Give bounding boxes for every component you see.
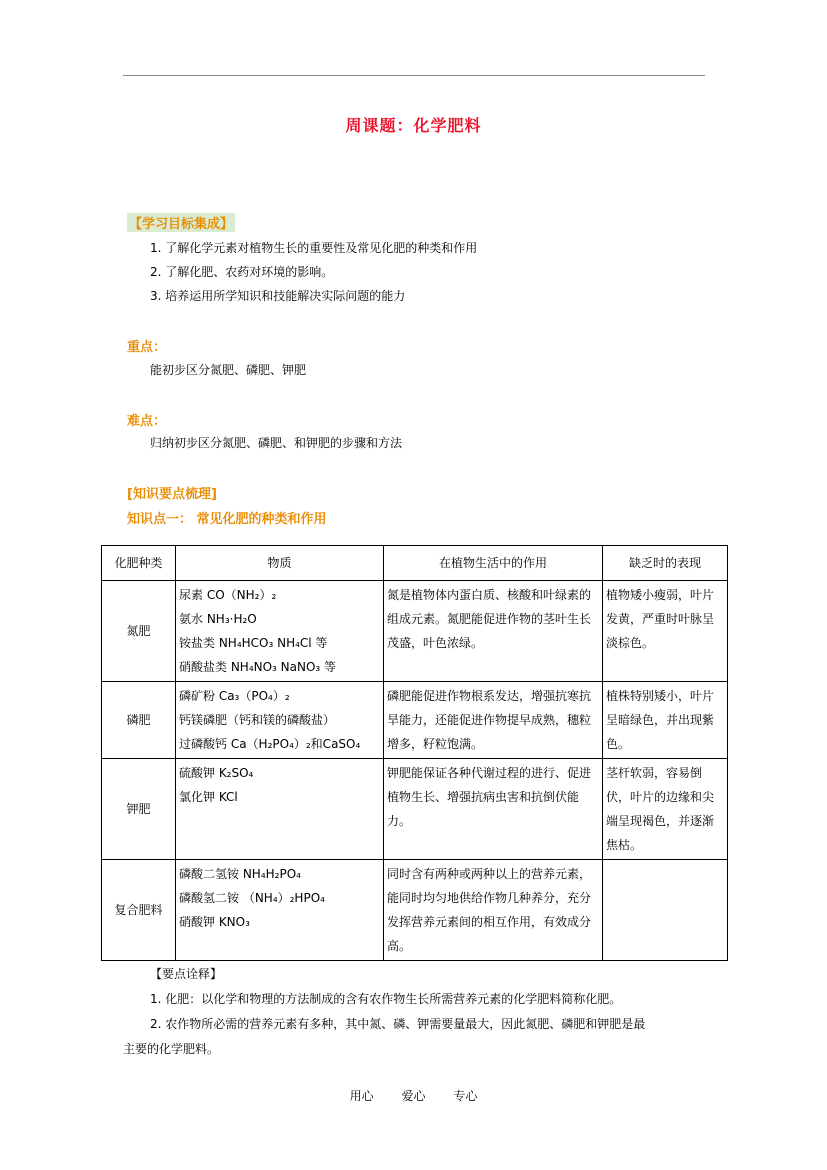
substance-item: 磷酸氢二铵 （NH₄）₂HPO₄ bbox=[179, 891, 325, 905]
objective-item-3: 3. 培养运用所学知识和技能解决实际问题的能力 bbox=[150, 289, 406, 303]
header-substance: 物质 bbox=[176, 546, 384, 581]
substance-item: 磷矿粉 Ca₃（PO₄）₂ bbox=[179, 689, 290, 703]
notes-heading: 【要点诠释】 bbox=[150, 967, 223, 981]
page-footer bbox=[0, 1087, 827, 1104]
key-point-text: 能初步区分氮肥、磷肥、钾肥 bbox=[150, 363, 307, 377]
table-header-row bbox=[102, 546, 728, 581]
page-title: 周课题：化学肥料 bbox=[345, 116, 482, 135]
substance-cell bbox=[176, 682, 384, 759]
key-point-heading: 重点： bbox=[127, 340, 167, 355]
fertilizer-table bbox=[101, 545, 728, 961]
header-category: 化肥种类 bbox=[102, 546, 176, 581]
substance-cell bbox=[176, 581, 384, 682]
knowledge-subheading: 知识点一： 常见化肥的种类和作用 bbox=[127, 512, 327, 527]
deficiency-cell bbox=[603, 860, 728, 961]
substance-cell bbox=[176, 860, 384, 961]
table-row bbox=[102, 860, 728, 961]
header-role: 在植物生活中的作用 bbox=[384, 546, 603, 581]
role-cell: 氮是植物体内蛋白质、核酸和叶绿素的组成元素。氮肥能促进作物的茎叶生长茂盛，叶色浓绿。 bbox=[384, 581, 603, 682]
category-cell: 钾肥 bbox=[102, 759, 176, 860]
table-row bbox=[102, 682, 728, 759]
footer-word: 用心 bbox=[349, 1089, 374, 1103]
footer-word: 爱心 bbox=[401, 1089, 426, 1103]
substance-item: 硝酸盐类 NH₄NO₃ NaNO₃ 等 bbox=[179, 660, 337, 674]
note-line-1: 1. 化肥：以化学和物理的方法制成的含有农作物生长所需营养元素的化学肥料简称化肥。 bbox=[150, 992, 622, 1006]
deficiency-cell: 植物矮小瘦弱，叶片发黄，严重时叶脉呈淡棕色。 bbox=[603, 581, 728, 682]
substance-item: 硫酸钾 K₂SO₄ bbox=[179, 766, 254, 780]
category-cell: 磷肥 bbox=[102, 682, 176, 759]
deficiency-cell: 茎杆软弱，容易倒伏，叶片的边缘和尖端呈现褐色，并逐渐焦枯。 bbox=[603, 759, 728, 860]
substance-item: 钙镁磷肥（钙和镁的磷酸盐） bbox=[179, 713, 336, 727]
role-cell: 磷肥能促进作物根系发达，增强抗寒抗旱能力，还能促进作物提早成熟，穗粒增多，籽粒饱满。 bbox=[384, 682, 603, 759]
knowledge-heading: [知识要点梳理] bbox=[127, 487, 217, 502]
difficulty-text: 归纳初步区分氮肥、磷肥、和钾肥的步骤和方法 bbox=[150, 436, 403, 450]
objectives-heading: 【学习目标集成】 bbox=[127, 213, 235, 232]
role-cell: 同时含有两种或两种以上的营养元素，能同时均匀地供给作物几种养分，充分发挥营养元素间的相互作用，有效成分高。 bbox=[384, 860, 603, 961]
table-row bbox=[102, 759, 728, 860]
substance-item: 氨水 NH₃·H₂O bbox=[179, 612, 257, 626]
substance-item: 氯化钾 KCl bbox=[179, 790, 238, 804]
footer-word: 专心 bbox=[453, 1089, 478, 1103]
table-row bbox=[102, 581, 728, 682]
role-cell: 钾肥能保证各种代谢过程的进行、促进植物生长、增强抗病虫害和抗倒伏能力。 bbox=[384, 759, 603, 860]
header-deficiency: 缺乏时的表现 bbox=[603, 546, 728, 581]
difficulty-heading: 难点： bbox=[127, 414, 167, 429]
objective-item-2: 2. 了解化肥、农药对环境的影响。 bbox=[150, 265, 334, 279]
note-line-2: 2. 农作物所必需的营养元素有多种，其中氮、磷、钾需要量最大，因此氮肥、磷肥和钾肥是最 bbox=[150, 1017, 646, 1031]
substance-item: 尿素 CO（NH₂）₂ bbox=[179, 588, 277, 602]
substance-item: 磷酸二氢铵 NH₄H₂PO₄ bbox=[179, 867, 301, 881]
header-rule bbox=[123, 75, 705, 76]
objective-item-1: 1. 了解化学元素对植物生长的重要性及常见化肥的种类和作用 bbox=[150, 241, 478, 255]
note-line-2-cont: 主要的化学肥料。 bbox=[123, 1042, 220, 1056]
deficiency-cell: 植株特别矮小，叶片呈暗绿色，并出现紫色。 bbox=[603, 682, 728, 759]
substance-item: 铵盐类 NH₄HCO₃ NH₄Cl 等 bbox=[179, 636, 328, 650]
category-cell: 复合肥料 bbox=[102, 860, 176, 961]
substance-item: 硝酸钾 KNO₃ bbox=[179, 915, 250, 929]
substance-cell bbox=[176, 759, 384, 860]
category-cell: 氮肥 bbox=[102, 581, 176, 682]
substance-item: 过磷酸钙 Ca（H₂PO₄）₂和CaSO₄ bbox=[179, 737, 361, 751]
